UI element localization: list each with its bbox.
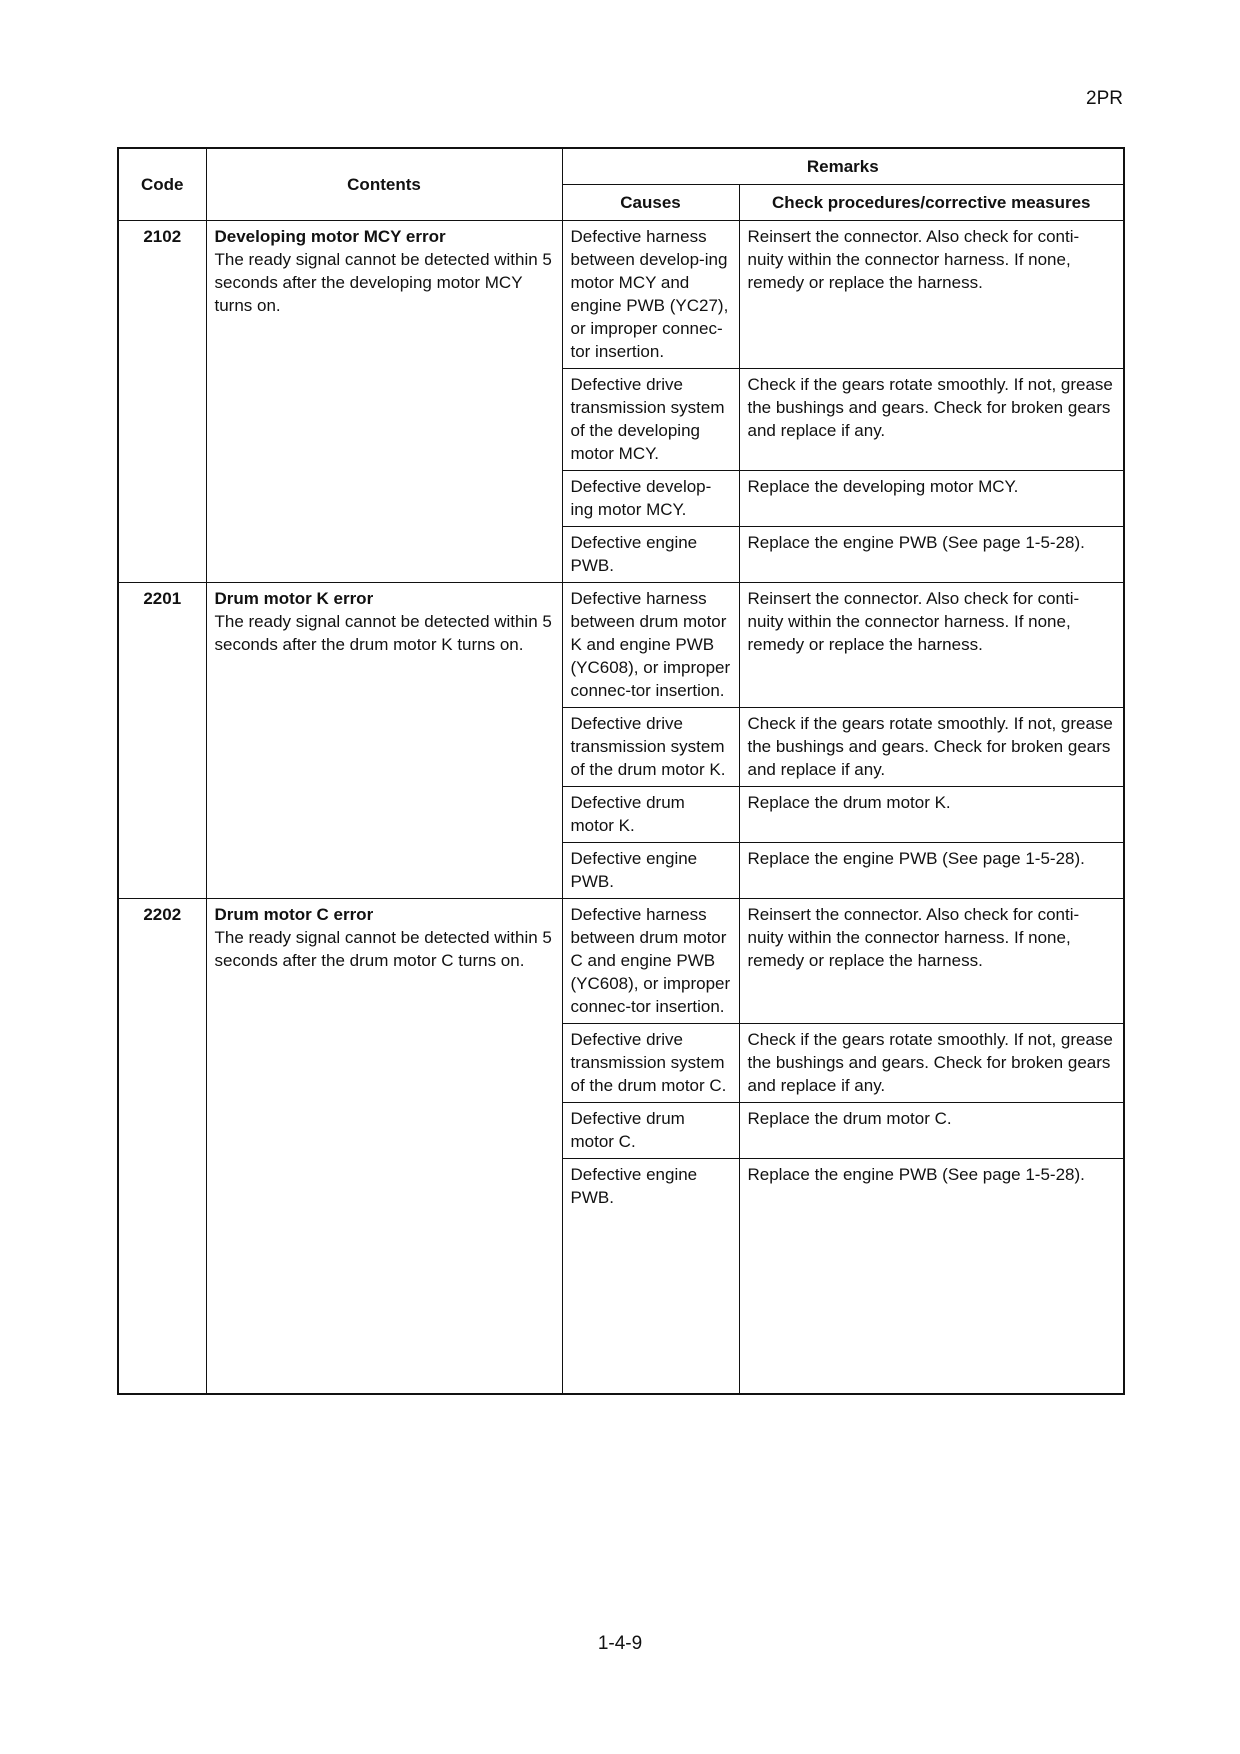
check-cell: Replace the engine PWB (See page 1-5-28). [739, 1159, 1124, 1215]
header-contents: Contents [206, 148, 562, 221]
cause-cell: Defective drum motor K. [562, 787, 739, 843]
check-cell: Reinsert the connector. Also check for conti-nuity within the connector harness. If none, remedy or replace the harness. [739, 583, 1124, 708]
error-code: 2102 [118, 221, 206, 583]
error-contents [206, 899, 562, 1395]
error-description: The ready signal cannot be detected within 5 seconds after the developing motor MCY turns on. [214, 250, 552, 315]
error-description: The ready signal cannot be detected within 5 seconds after the drum motor K turns on. [214, 612, 552, 654]
error-contents [206, 221, 562, 583]
cause-cell: Defective engine PWB. [562, 1159, 739, 1215]
check-cell: Replace the engine PWB (See page 1-5-28). [739, 843, 1124, 899]
cause-cell: Defective harness between drum motor C and engine PWB (YC608), or improper connec-tor insertion. [562, 899, 739, 1024]
check-cell: Reinsert the connector. Also check for conti-nuity within the connector harness. If none, remedy or replace the harness. [739, 221, 1124, 369]
header-causes: Causes [562, 185, 739, 221]
check-cell: Replace the developing motor MCY. [739, 471, 1124, 527]
check-cell: Replace the engine PWB (See page 1-5-28). [739, 527, 1124, 583]
header-row [118, 148, 1124, 185]
table-row [118, 583, 1124, 708]
cause-cell: Defective harness between develop-ing motor MCY and engine PWB (YC27), or improper connec-tor insertion. [562, 221, 739, 369]
error-code: 2201 [118, 583, 206, 899]
cause-cell: Defective drum motor C. [562, 1103, 739, 1159]
cause-cell: Defective drive transmission system of the drum motor C. [562, 1024, 739, 1103]
cause-cell: Defective drive transmission system of the drum motor K. [562, 708, 739, 787]
check-cell: Check if the gears rotate smoothly. If not, grease the bushings and gears. Check for broken gears and replace if any. [739, 369, 1124, 471]
header-check: Check procedures/corrective measures [739, 185, 1124, 221]
filler-cell [739, 1214, 1124, 1394]
error-description: The ready signal cannot be detected within 5 seconds after the drum motor C turns on. [214, 928, 552, 970]
header-code: Code [118, 148, 206, 221]
header-remarks: Remarks [562, 148, 1124, 185]
error-code-table [117, 147, 1125, 1395]
error-contents [206, 583, 562, 899]
error-title: Developing motor MCY error [214, 227, 446, 246]
check-cell: Reinsert the connector. Also check for conti-nuity within the connector harness. If none, remedy or replace the harness. [739, 899, 1124, 1024]
cause-cell: Defective engine PWB. [562, 527, 739, 583]
check-cell: Check if the gears rotate smoothly. If not, grease the bushings and gears. Check for broken gears and replace if any. [739, 1024, 1124, 1103]
check-cell: Check if the gears rotate smoothly. If not, grease the bushings and gears. Check for broken gears and replace if any. [739, 708, 1124, 787]
filler-cell [562, 1214, 739, 1394]
error-title: Drum motor C error [214, 905, 374, 924]
table-row [118, 899, 1124, 1024]
cause-cell: Defective engine PWB. [562, 843, 739, 899]
check-cell: Replace the drum motor C. [739, 1103, 1124, 1159]
cause-cell: Defective develop-ing motor MCY. [562, 471, 739, 527]
document-id: 2PR [1086, 88, 1123, 109]
error-title: Drum motor K error [214, 589, 374, 608]
page-number: 1-4-9 [597, 1633, 643, 1654]
table-row [118, 221, 1124, 369]
error-code: 2202 [118, 899, 206, 1395]
check-cell: Replace the drum motor K. [739, 787, 1124, 843]
cause-cell: Defective drive transmission system of the developing motor MCY. [562, 369, 739, 471]
cause-cell: Defective harness between drum motor K and engine PWB (YC608), or improper connec-tor insertion. [562, 583, 739, 708]
